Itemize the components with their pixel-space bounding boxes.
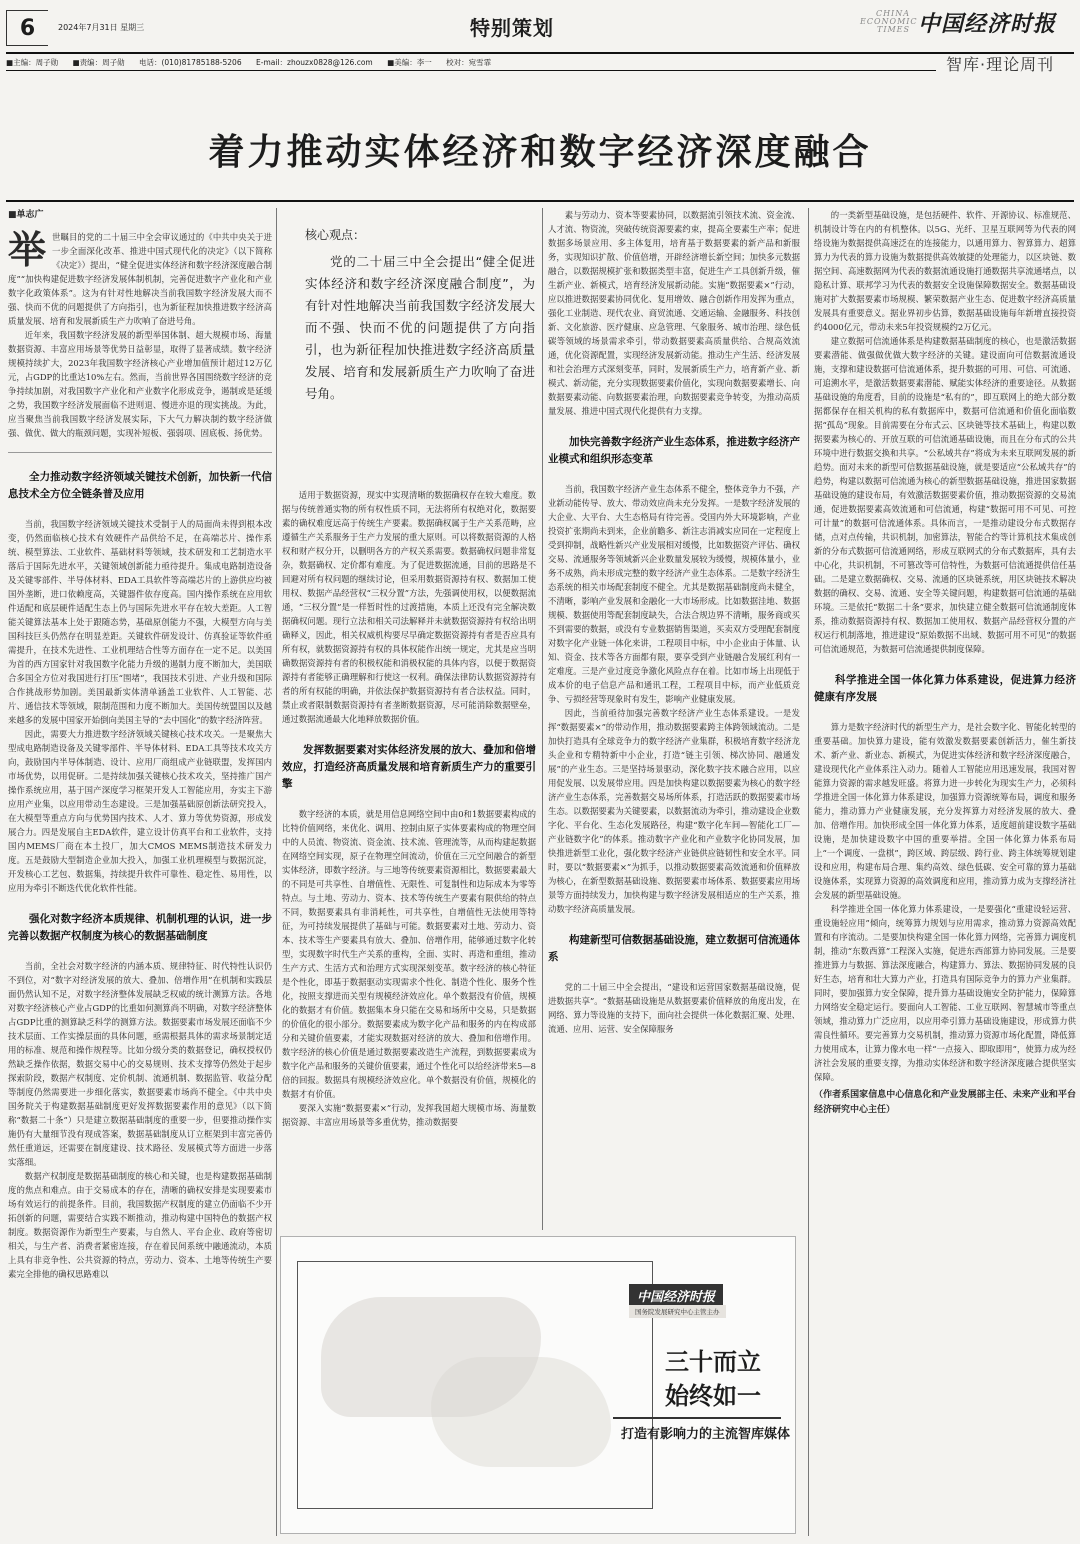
subhead: 加快完善数字经济产业生态体系，推进数字经济产业模式和组织形态变革 <box>548 436 800 465</box>
top-rule <box>6 52 1074 54</box>
byline: ■单志广 <box>8 210 44 220</box>
paragraph: 数字经济的本质，就是用信息网络空间中由0和1数据要素构成的比特价值网络，来优化、调用、控制由原子实体要素构成的物理空间中的人员流、物资流、资金流、技术流、管理流等，从而构建起数据在网络空间实现，原子在物理空间流动，价值在三元空间融合的新型实体经济，即数字经济。与三地等传统要素资源相比，数据要素最大的不同是可共享性、自增值性、无限性、可复制性和边际成本为零等特点。与土地、劳动力、资本、技术等传统生产要素有限供给的特点不同，数据要素具有非消耗性，可共享性，自增值性无法使用等特征，为可持续发展提供了基础与可能。数据要素对土地、劳动力、资本、技术等生产要素具有放大、叠加、倍增作用，能够通过数字化转型，实现数字时代生产关系的重构，全面、实时、再造和重组，推动生产方式、生活方式和治理方式实现深刻变革。数字经济的核心特征是个性化，即基于数据驱动实现需求个性化、制造个性化、服务个性化，按照支撑进而关型有规模经济效应化。单个数据没有价值，规模化的数据才有价值。数据集本身只能在交易和场所中交易，只是数据的价值化的很小部分。数据要素成为数字化产品和服务的内在构成部分和关键价值要素，才能实现数据对经济的放大、叠加和倍增作用。数字经济的核心价值是通过数据要素改造生产流程，到数据要素成为数字化产品和服务的关键价值要素，通过个性化可以给经济带来5—8倍的回报。数据具有规模经济效应化。单个数据没有价值，规模化的数据才有价值。 <box>282 809 536 1099</box>
masthead <box>0 0 1080 78</box>
drop-cap: 举 <box>8 227 47 272</box>
author-note: （作者系国家信息中心信息化和产业发展部主任、未来产业和平台经济研究中心主任） <box>814 1090 1076 1115</box>
paragraph: 因此，需要大力推进数字经济领域关键核心技术攻关。一是聚焦大型成电路制造设备及关键零部件、半导体材料、EDA工具等技术攻关方向，鼓励国内半导体制造、设计、应用厂商组成产业链联盟，发挥国内市场优势，以用促研。二是持续加强关键核心技术攻关，坚持推广国产操作系统应用，基于国产深度学习框架开发人工智能应用，夯实主下游应用产业集，以应用带动生态建设。三是加强基础原创新法研究投入，在大模型等重点方向与优势国内技术、人才、算力等优势资源，形成发展合力。四是发展自主EDA软件，建立设计仿真平台和工业软件，支持国内MEMS厂商在本土投厂，加大CMOS MEMS制造技术研发力度。五是鼓励大型制造企业加大投入，加强工业机理模型与数据沉淀，开发核心工艺包、数据集，持续提升软件可靠性、稳定性、易用性，以应用为牵引不断迭代优化软件性能。 <box>8 729 272 893</box>
paragraph: 的一类新型基础设施，是包括硬件、软件、开源协议、标准规范、机制设计等在内的有机整体。以5G、光纤、卫星互联网等为代表的网络设施为数据提供高速泛在的连接能力，以通用算力、智算算力、超算算力为代表的算力设施为数据提供高效敏捷的处理能力，以区块链、数据空间、高速数据网为代表的数据流通设施打通数据共享流通堵点，以隐私计算、联邦学习为代表的数据安全设施保障数据安全。数据基础设施对扩大数据要素市场规模、繁荣数据产业生态、促进数字经济高质量发展具有重要意义。据业界初步估算，数据基础设施每年新增直接投资约4000亿元，带动未来5年投资规模约2万亿元。 <box>814 210 1076 332</box>
promo-ad <box>280 1236 796 1534</box>
column-rule <box>808 208 809 1536</box>
paragraph: 算力是数字经济时代的新型生产力，是社会数字化、智能化转型的重要基础。加快算力建设，能有效激发数据要素创新活力，催生新技术、新产业、新业态、新模式，为促进实体经济和数字经济深度融合，建设现代化产业体系注入动力。随着人工智能应用迅速发展，我国对智能算力资源的需求越发旺盛。将算力进一步转化为现实生产力，必须科学推进全国一体化算力体系建设，加强算力资源统筹布局，调度和服务能力，推动算力产业健康发展，充分发挥算力对经济发展的放大、叠加、倍增作用。加快形成全国一体化算力体系，适度超前建设数字基础设施，是加快建设数字中国的重要举措。全国一体化算力体系布局上“一个调度、一盘棋”，跨区域、跨层级、跨行业、跨主体统筹规划建设和应用，构建布局合理、集约高效、绿色低碳、安全可靠的算力基础设施体系，实现算力资源的高效调度和应用，推动算力成为支撑经济社会发展的新型基础设施。 <box>814 722 1076 900</box>
paragraph: 建立数据可信流通体系是构建数据基础制度的核心，也是激活数据要素潜能、做强做优做大数字经济的关键。建设面向可信数据流通设施，支撑和建设数据可信流通体系，提升数据的可用、可信、可流通、可追溯水平，是激活数据要素潜能、赋能实体经济的重要途径。从数据基础设施的角度看，目前的设施是“私有的”，即互联网上的绝大部分数据都保存在相关机构的私有数据库中，数据可信流通和价值化面临数据“孤岛”现象。目前需要在分布式云、区块链等技术基础上，构建以数据要素为核心的、开放互联的可信流通基础设施，而且在分布式的公共环境中进行数据交换和共享。“公私域共存”将成为未来互联网发展的新趋势。面对未来的新型可信数据基础设施，就是要适应“公私域共存”的趋势，构建以数据可信流通为核心的新型数据基础设施，推进国家数据基础设施的建设布局，有效激活数据要素价值，推动数据资源的交易流通，促进数据要素高效流通和可信流通，构建“数据可用不可见、可控可计量”的数据可信流通体系。具体而言，一是推动建设分布式数据存储，点对点传输，共识机制，加密算法，智能合约等计算机技术集成创新的分布式数据可信流通网络，形成互联网式的分布式数据库，具有去中心化，共识机制，不可篡改等可信特性，为数据可信流通提供信任基础。二是建立数据确权、交易、流通的区块链系统，用区块链技术解决数据的确权、交易、流通、安全等关键问题，构建数据可信流通的基础环境。三是依托“数据二十条”要求，加快建立健全数据可信流通制度体系，推动数据资源持有权、数据加工使用权、数据产品经营权分置的产权运行机制落地，推进建设“原始数据不出域、数据可用不可见”的数据可信流通规范，为数据可信流通提供制度保障。 <box>814 336 1076 654</box>
column-1 <box>8 208 272 1536</box>
english-logo: CHINA ECONOMIC TIMES <box>860 9 918 34</box>
column-4 <box>814 208 1076 1536</box>
headline: 着力推动实体经济和数字经济深度融合 <box>208 131 872 173</box>
paragraph: 近年来，我国数字经济发展的新型举国体制、超大规模市场、海量数据资源、丰富应用场景等优势日益彰显，取得了显著成绩。数字经济规模持续扩大，2023年我国数字经济核心产业增加值预计超过12万亿元，占GDP的比重达10%左右。然而，当前世界各国围绕数字经济的竞争持续加剧，对我国数字产业化和产业数字化形成竞争，遏制或是延缓之势，我国数字经济发展面临不进则退、慢进亦退的现实挑战。为此，应当聚焦当前我国数字经济发展实际，下大气力解决制约数字经济做强、做优、做大的瓶颈问题，实现补短板、强弱项、固底板、扬优势。 <box>8 330 272 438</box>
paragraph: 因此，当前亟待加强完善数字经济产业生态体系建设。一是发挥“数据要素×”的带动作用，推动数据要素跨主体跨领域流动。二是加快打造具有全球竞争力的数字经济产业集群，积极培育数字经济龙头企业和专精特新中小企业，打造“链主引领、梯次协同、融通发展”的产业生态。三是坚持场景驱动，深化数字技术融合应用，以应用促发展、以发展带应用。四是加快构建以数据要素为核心的数字经济产业生态体系，完善数据交易场所体系，打造活跃的数据要素市场生态。以数据要素为关键要素，以数据流动为牵引，推动建设企业数字化、平台化、生态化发展路径，构建“数字化车间—智能化工厂—产业链数字化”的体系。推动数字产业化和产业数字化协同发展，加快推进新型工业化，强化数字经济产业链供应链韧性和安全水平。同时，要以“数据要素×”为抓手，以推动数据要素高效流通和价值释放为核心，在新型数据基础设施、数据要素市场体系、数据要素应用场景等方面持续发力，加快构建与数字经济发展相适应的生产关系，推动数字经济高质量发展。 <box>548 708 800 914</box>
promo-motto: 三十而立 始终如一 <box>665 1348 761 1410</box>
paragraph: 科学推进全国一体化算力体系建设，一是要强化“重建设轻运营、重设施轻应用”倾向，统筹算力规划与应用需求，推动算力资源高效配置和有序流动。二是要加快构建全国一体化算力网络，完善算力调度机制，推动“东数西算”工程深入实施，促进东西部算力协同发展。三是要推进算力与数据、算法深度融合，构建算力、算法、数据协同发展的良好生态，培育和壮大算力产业，打造具有国际竞争力的算力产业集群。同时，要加强算力安全保障，提升算力基础设施安全防护能力，保障算力网络安全稳定运行。要面向人工智能、工业互联网、智慧城市等重点领域，推动算力广泛应用，以应用牵引算力基础设施建设，形成算力供需良性循环。要完善算力交易机制，推动算力资源市场化配置，降低算力使用成本，让算力像水电一样“一点接入、即取即用”，使算力成为经济社会发展的重要支撑，为推动实体经济和数字经济深度融合提供坚实保障。 <box>814 904 1076 1082</box>
paragraph: 要深入实施“数据要素×”行动，发挥我国超大规模市场、海量数据资源、丰富应用场景等多重优势，推动数据要 <box>282 1103 536 1127</box>
promo-logo: 中国经济时报 <box>629 1284 723 1307</box>
subhead: 科学推进全国一体化算力体系建设，促进算力经济健康有序发展 <box>814 674 1076 703</box>
chinese-logo: 中国经济时报 <box>918 11 1057 37</box>
subhead: 构建新型可信数据基础设施，建立数据可信流通体系 <box>548 934 800 963</box>
column-rule <box>542 208 543 1230</box>
paragraph: 世瞩目的党的二十届三中全会审议通过的《中共中央关于进一步全面深化改革、推进中国式现代化的决定》（以下简称《决定》）提出，“健全促进实体经济和数字经济深度融合制度”“加快构建促进数字经济发展体制机制，完善促进数字产业化和产业数字化政策体系”。这为有针对性地解决当前我国数字经济发展大而不强、快而不优的问题提供了方向指引，也为新征程加快推进数字经济高质量发展、培育和发展新质生产力吹响了奋进号角。 <box>8 232 272 326</box>
paragraph: 当前，我国数字经济领域关键技术受制于人的局面尚未得到根本改变，仍然面临核心技术有效硬件产品供给不足，在高端芯片、操作系统、模型算法、工业软件、基础材料等领域，技术研发和工艺制造水平落后于国际先进水平，关键领域创新能力亟待提升。集成电路制造设备及关键零部件、半导体材料、EDA工具软件等高端芯片的上游供应均被国外垄断，进口依赖度高，关键器件依存度高。国内操作系统在应用软件适配和底层硬件适配生态上仍与国际先进水平存在较大差距。人工智能关键算法基本上处于跟随态势，基础原创能力不强，大模型方向与美国科技巨头仍然存在明显差距。关键软件研发设计、仿真验证等软件亟需提升，在技术先进性、工业机理结合性等方面存在一定不足。以美国为首的西方国家针对我国数字化能力升级的遏制力度不断加大，美国联合多国全方位对我国进行打压“围堵”，我国技术引进、产业升级和国际合作挑战形势加剧。美国最新实体清单涵盖工业软件、人工智能、芯片、通信技术等领域，限制范围和力度不断加大。美国传统盟国以及越来越多的发展中国家开始倒向美国主导的“去中国化”的数字经济阵营。 <box>8 519 272 725</box>
headline-rule <box>6 200 1074 202</box>
column-2 <box>282 488 536 1230</box>
promo-tagline: 国务院发展研究中心主管主办 <box>629 1305 726 1318</box>
paragraph: 数据产权制度是数据基础制度的核心和关键，也是构建数据基础制度的焦点和难点。由于交易成本的存在，清晰的确权安排是实现要素市场有效运行的前提条件。目前，我国数据产权制度的建立仍面临不少开拓创新的问题，需要结合实践不断推动，推动构建中国特色的数据产权制度。数据资源作为新型生产要素，与自然人、平台企业、政府等密切相关，与生产者、消费者紧密连接，存在着民间系统中融通流动，本质上具有非竞争性、公共资源的特点，劳动力、资本、土地等传统生产要素完全排他的确权思路难以 <box>8 1171 272 1279</box>
promo-shape <box>431 1357 611 1467</box>
credit-rule <box>6 70 936 71</box>
core-view-box <box>305 226 535 466</box>
weekly-tag: 智库·理论周刊 <box>946 55 1055 74</box>
paragraph: 当前，全社会对数字经济的内涵本质、规律特征、时代特性认识仍不到位，对“数字对经济发展的放大、叠加、倍增作用”在机制和实践层面仍然认知不足，对数字经济整体发展缺乏权威的统计测算方法。各地对数字经济核心产业占GDP的比重如何测算尚不明确，对数字经济整体占GDP比重的测算缺乏科学的测算方法。数据要素市场发展还面临不少技术层面、工作实操层面的具体问题，亟需根据具体的需求场景制定适用的标准、规范和操作规程等。比如分级分类的数据登记，确权授权仍然缺乏操作依据，数据交易中心的交易规则、技术支撑等仍然处于起步探索阶段，数据产权制度、定价机制、流通机制、数据监管、收益分配等制度仍然需要进一步细化落实，数据要素市场尚不健全。《中共中央 国务院关于构建数据基础制度更好发挥数据要素作用的意见》（以下简称“数据二十条”）只是建立数据基础制度的重要一步，但要推动操作实施仍有大量细节没有现成答案，数据基础制度从订立框架到丰富完善仍然任重道远，还需要在制度建设、技术路径、发展模式等方面进一步落实落细。 <box>8 961 272 1167</box>
core-view-label: 核心观点： <box>305 228 366 242</box>
paragraph: 素与劳动力、资本等要素协同，以数据流引领技术流、资金流、人才流、物资流，突破传统资源要素约束，提高全要素生产率；促进数据多场景应用、多主体复用，培育基于数据要素的新产品和新服务，实现知识扩散、价值倍增，开辟经济增长新空间；加快多元数据融合，以数据规模扩张和数据类型丰富，促进生产工具创新升级，催生新产业、新模式，培育经济发展新动能。实施“数据要素×”行动，应以推进数据要素协同优化、复用增效、融合创新作用发挥为重点，强化工业制造、现代农业、商贸流通、交通运输、金融服务、科技创新、文化旅游、医疗健康、应急管理、气象服务、城市治理、绿色低碳等领域的场景需求牵引，带动数据要素高质量供给、合规高效流通，优化资源配置，实现经济发展新动能。推动生产生活、经济发展和社会治理方式深刻变革，同时，发展新质生产力，培育新产业、新模式、新动能，充分实现数据要素价值化，实现向数据要素增长、向数据要素动能、向数据要素治理，向数据要素竞争转变，为推动高质量发展、推进中国式现代化提供有力支撑。 <box>548 210 800 416</box>
page-number: 6 <box>6 10 48 46</box>
paragraph: 适用于数据资源，现实中实现清晰的数据确权存在较大难度。数据与传统普通实物的所有权性质不同，无法将所有权绝对化，数据要素的确权难度远高于传统生产要素。数据确权属于生产关系范畴，应遵循生产关系服务于生产力发展的重大原则。可以将数据资源的人格权和财产权分开，以删明各方的产权关系需要。数据确权问题非常复杂，数据确权、定价都有难度。为了促进数据流通，目前的思路是不回避对所有权问题的继续讨论，但采用数据资源持有权、数据加工使用权、数据产品经营权“三权分置”方法，先强调使用权，以便数据流通，“三权分置”是一样暂时性的过渡措施，本质上还没有完全解决数据确权问题。现行立法和相关司法解释并未就数据资源持有权给出明确释义，因此，相关权威机构要尽早确定数据资源持有者是否应具有所有权，就数据资源持有权的具体权能作出统一规定，尤其是应当明确数据资源持有者的积极权能和消极权能的具体内容，以便于数据资源持有者能够正确理解和行使这一权利。确保法律防认数据资源持有者的所有权能的明确，并依法保护数据资源持有者合法权益。同时，禁止或者限制数据资源持有者垄断数据资源，尽可能消除数据壁垒，通过数据流通最大化地释放数据价值。 <box>282 490 536 724</box>
column-3 <box>548 208 800 1230</box>
issue-date: 2024年7月31日 星期三 <box>58 23 145 32</box>
subhead: 全力推动数字经济领域关键技术创新，加快新一代信息技术全方位全链条普及应用 <box>8 471 272 500</box>
paragraph: 当前，我国数字经济产业生态体系不健全，整体竞争力不强，产业新动能传导、放大、带动效应尚未充分发挥。一是数字经济发展的大企业、大平台、大生态格局有待完善。受国内外大环境影响，产业投资扩张期尚未到来，企业前瞻多、新注志消减实应同在一定程度上受到抑制，战略性新兴产业发展相对缓慢，比如数据资产评估、确权交易、流通服务等领域新兴企业数量发展较为缓慢，规模体量小，业务不成熟，尚未形成完整的数字经济产业生态体系。二是数字经济生态系统的相关市场配套制度不健全。尤其是数据基础制度尚未健全，不清晰，影响产业发展和金融化一大市场形成。比如数据洼地、数据规模、数据使用等配套制度缺失，合法合规边界不清晰，服务商或买不到需要的数据，或没有专业数据销售渠道，买卖双方受理配套制度对数字化产业链一体化来讲，工程项目中标，中小企业由于体量、认知、资金、技术等各方面都有限，要享受到产业链融合发展红利有一定难度。三是产业过度竞争激化风险点存在着。比如市场上出现低于成本价的电子信息产品和通讯工程，工程项目中标，而产业低质竞争、亏损经营等现象时有发生，影响产业健康发展。 <box>548 484 800 704</box>
paragraph: 党的二十届三中全会提出，“建设和运营国家数据基础设施，促进数据共享”。“数据基础设施是从数据要素价值释放的角度出发，在网络、算力等设施的支持下，面向社会提供一体化数据汇聚、处理、流通、应用、运营、安全保障服务 <box>548 982 800 1034</box>
core-view-text: 党的二十届三中全会提出“健全促进实体经济和数字经济深度融合制度”，为有针对性地解决当前我国数字经济发展大而不强、快而不优的问题提供了方向指引，也为新征程加快推进数字经济高质量发展、培育和发展新质生产力吹响了奋进号角。 <box>305 254 535 401</box>
subhead: 强化对数字经济本质规律、机制机理的认识，进一步完善以数据产权制度为核心的数据基础制度 <box>8 913 272 942</box>
section-title: 特别策划 <box>470 16 554 40</box>
divider <box>8 452 272 453</box>
editorial-credits: ■主编：周子勋 ■责编：周子勋 电话：(010)81785188-5206 E-mail：zhouzx0828@126.com ■美编：李一 校对：宛雪霏 <box>6 58 492 67</box>
promo-bar <box>613 1417 781 1419</box>
column-rule <box>276 208 277 1536</box>
promo-slogan: 打造有影响力的主流智库媒体 <box>621 1427 791 1442</box>
subhead: 发挥数据要素对实体经济发展的放大、叠加和倍增效应，打造经济高质量发展和培育新质生产力的重要引擎 <box>282 744 536 790</box>
